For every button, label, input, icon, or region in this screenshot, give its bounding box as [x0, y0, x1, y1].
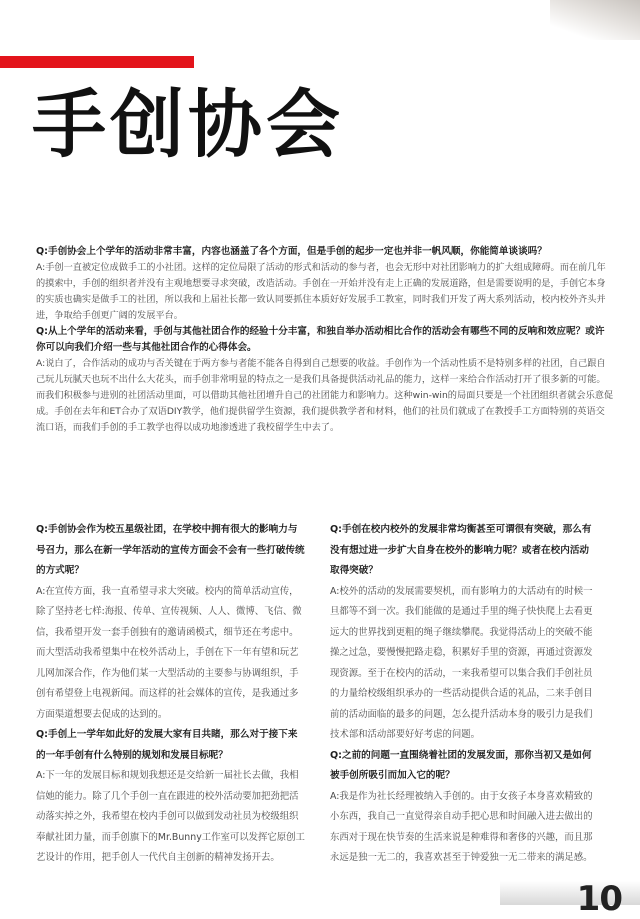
question-1: Q:手创协会上个学年的活动非常丰富，内容也涵盖了各个方面，但是手创的起步一定也并非一帆风顺，你能简单谈谈吗？ — [36, 246, 547, 257]
answer-6: A:我是作为社长经理被纳入手创的。由于女孩子本身喜欢精致的小东西，我自己一直觉得亲自动手把心思和时间融入进去做出的东西对于现在快节奏的生活来说是种难得和奢侈的兴趣，而且那永远是独一无二的，我喜欢甚至于钟爱独一无二带来的满足感。 — [330, 790, 593, 863]
corner-decoration — [550, 0, 640, 40]
answer-3: A:在宣传方面，我一直希望寻求大突破。校内的简单活动宣传，除了坚持老七样:海报、传单、宣传视频、人人、微博、飞信、微信，我希望开发一套手创独有的邀请函模式，细节还在考虑中。而大型活动我希望集中在校外活动上，手创在下一年有望和玩艺儿网加深合作，作为他们某一大型活动的主要参与协调组织，手创有希望登上电视新闻。而这样的社会媒体的宣传，是我通过多方面渠道想要去促成的达到的。 — [36, 585, 302, 720]
question-3: Q:手创协会作为校五星级社团，在学校中拥有很大的影响力与号召力，那么在新一学年活动的宣传方面会不会有一些打破传统的方式呢？ — [36, 524, 305, 576]
question-5: Q:手创在校内校外的发展非常均衡甚至可谓很有突破，那么有没有想过进一步扩大自身在校外的影响力呢？或者在校内活动取得突破？ — [330, 524, 592, 576]
answer-2: A:说白了，合作活动的成功与否关键在于两方参与者能不能各自得到自己想要的收益。手创作为一个活动性质不是特别多样的社团，自己跟自己玩儿玩腻天也玩不出什么大花头，而手创非常明显的特点之一是我们具备提供活动礼品的能力，这样一来给合作活动打开了很多新的可能。而我们积极参与进别的社团活动里面，可以借助其他社团增升自己的社团能力和影响力。这种win-win的局面只要是一个社团组织者就会乐意促成。手创在去年和ET合办了双语DIY教学，他们提供留学生资源，我们提供教学者和材料，他们的社员们就成了在教授手工方面特别的英语交流口语，而我们手创的手工教学也得以成功地渗透进了我校留学生中去了。 — [36, 358, 614, 433]
page-number: 10 — [576, 879, 622, 919]
interview-right-column — [330, 520, 594, 869]
question-6: Q:之前的问题一直围绕着社团的发展发面，那你当初又是如何被手创所吸引而加入它的呢？ — [330, 749, 592, 781]
answer-1: A:手创一直被定位成做手工的小社团。这样的定位局限了活动的形式和活动的参与者，也会无形中对社团影响力的扩大组成障碍。而在前几年的摸索中，手创的组织者并没有主观地想要寻求突破，改造活动。手创在一开始并没有走上正确的发展道路，但是需要说明的是，手创它本身的实质也确实是做手工的社团，所以我和上届社长都一致认同要抓住本质好好发展手工教室，同时我们开发了两大系列活动，校内校外齐头并进，争取给手创更广阔的发展平台。 — [36, 262, 606, 321]
interview-left-column — [36, 520, 306, 869]
interview-top-section — [36, 244, 614, 436]
page-title: 手创协会 — [32, 82, 344, 168]
red-accent-bar — [0, 56, 194, 68]
question-4: Q:手创上一学年如此好的发展大家有目共睹，那么对于接下来的一年手创有什么特别的规划和发展目标呢？ — [36, 729, 298, 761]
question-2: Q:从上个学年的活动来看，手创与其他社团合作的经验十分丰富，和独自举办活动相比合作的活动会有哪些不同的反响和效应呢？或许你可以向我们介绍一些与其他社团合作的心得体会。 — [36, 326, 605, 353]
answer-5: A:校外的活动的发展需要契机，而有影响力的大活动有的时候一旦都等不到一次。我们能做的是通过手里的绳子快快爬上去看更远大的世界找到更粗的绳子继续攀爬。我觉得活动上的突破不能操之过急，要慢慢把路走稳，积累好手里的资源，再通过资源发现资源。至于在校内的活动，一来我希望可以集合我们手创社员的力量给校级组织承办的一些活动提供合适的礼品，二来手创目前的活动面临的最多的问题，怎么提升活动本身的吸引力是我们技术部和活动部要好好考虑的问题。 — [330, 585, 593, 740]
answer-4: A:下一年的发展目标和规划我想还是交给新一届社长去做，我相信她的能力。除了几个手创一直在跟进的校外活动要加把劲把活动落实掉之外，我希望在校内手创可以做到发动社员为校级组织奉献社团力量，而手创旗下的Mr.Bunny工作室可以发挥它原创工艺设计的作用，把手创人一代代自主创新的精神发扬开去。 — [36, 770, 305, 863]
